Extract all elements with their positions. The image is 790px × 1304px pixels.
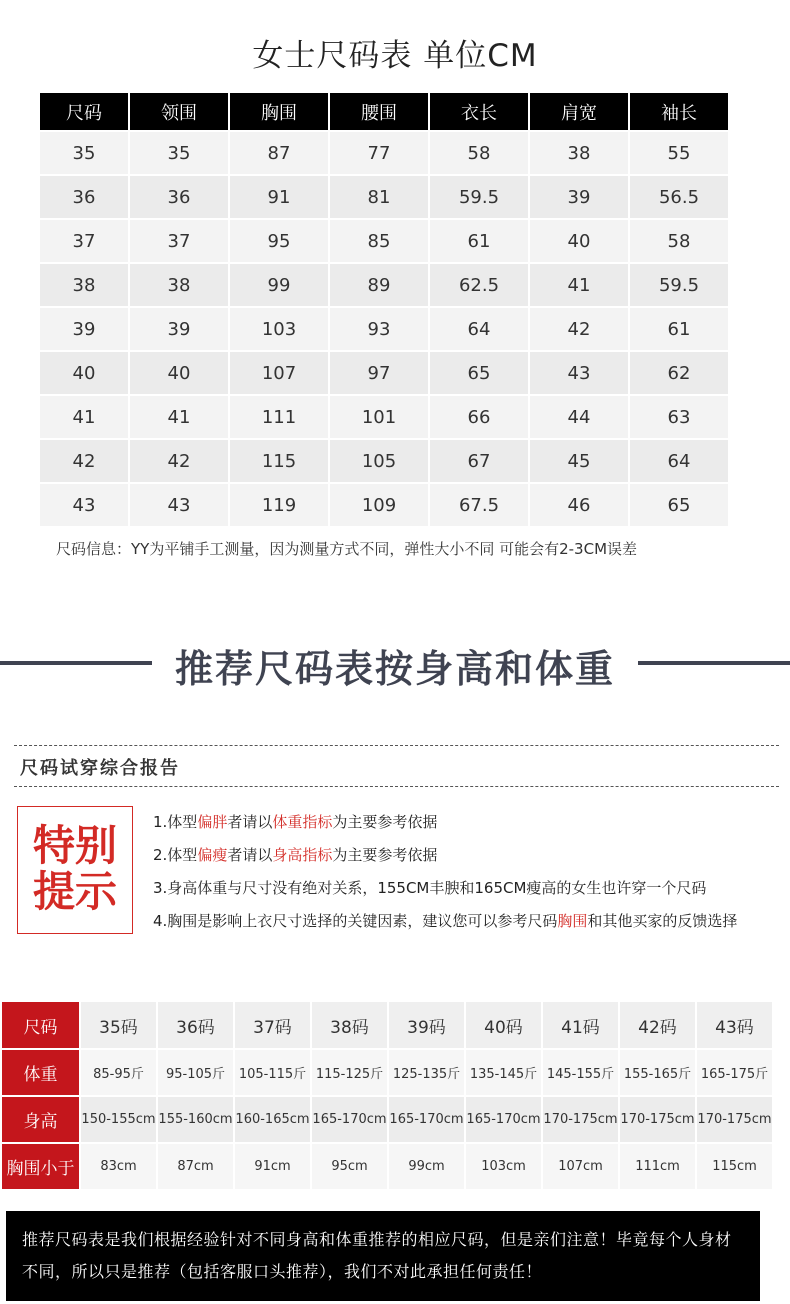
table-cell: 38	[40, 263, 129, 307]
report-divider-bottom	[14, 786, 779, 787]
table-cell: 67.5	[429, 483, 529, 526]
table-cell: 42	[40, 439, 129, 483]
recommend-cell: 160-165cm	[234, 1096, 311, 1143]
recommend-cell: 105-115斤	[234, 1049, 311, 1096]
recommend-cell: 170-175cm	[619, 1096, 696, 1143]
special-notice-box	[17, 806, 133, 934]
recommend-cell: 155-160cm	[157, 1096, 234, 1143]
disclaimer-box	[6, 1211, 760, 1301]
table-cell: 56.5	[629, 175, 728, 219]
table-cell: 40	[40, 351, 129, 395]
recommend-cell: 107cm	[542, 1143, 619, 1189]
table-cell: 62	[629, 351, 728, 395]
heading-line-left	[0, 661, 152, 665]
table-cell: 41	[40, 395, 129, 439]
table-cell: 61	[629, 307, 728, 351]
table-cell: 38	[129, 263, 229, 307]
recommend-row-label: 尺码	[2, 1001, 80, 1049]
table-cell: 93	[329, 307, 429, 351]
size-note: 尺码信息：YY为平铺手工测量，因为测量方式不同，弹性大小不同 可能会有2-3CM误差	[56, 540, 638, 558]
table-cell: 64	[629, 439, 728, 483]
table-cell: 40	[129, 351, 229, 395]
table-cell: 59.5	[629, 263, 728, 307]
table-cell: 58	[429, 131, 529, 175]
header-cell: 腰围	[329, 93, 429, 131]
recommend-cell: 99cm	[388, 1143, 465, 1189]
recommend-row-label: 身高	[2, 1096, 80, 1143]
table-cell: 36	[40, 175, 129, 219]
special-notice-line1: 特别	[32, 821, 117, 870]
recommend-cell: 95-105斤	[157, 1049, 234, 1096]
table-cell: 109	[329, 483, 429, 526]
size-table	[40, 93, 728, 526]
table-cell: 35	[40, 131, 129, 175]
table-cell: 111	[229, 395, 329, 439]
recommend-row-label: 胸围小于	[2, 1143, 80, 1189]
heading-line-right	[638, 661, 790, 665]
recommend-cell: 87cm	[157, 1143, 234, 1189]
header-cell: 胸围	[229, 93, 329, 131]
table-row	[40, 307, 728, 351]
recommend-cell: 170-175cm	[696, 1096, 772, 1143]
recommend-cell: 40码	[465, 1001, 542, 1049]
disclaimer-line2: 不同，所以只是推荐（包括客服口头推荐），我们不对此承担任何责任！	[22, 1262, 543, 1281]
table-cell: 97	[329, 351, 429, 395]
table-cell: 107	[229, 351, 329, 395]
recommend-row	[2, 1143, 772, 1189]
recommend-cell: 37码	[234, 1001, 311, 1049]
table-cell: 38	[529, 131, 629, 175]
table-cell: 39	[129, 307, 229, 351]
recommend-cell: 165-170cm	[311, 1096, 388, 1143]
table-cell: 81	[329, 175, 429, 219]
table-cell: 89	[329, 263, 429, 307]
table-cell: 55	[629, 131, 728, 175]
recommend-row	[2, 1001, 772, 1049]
table-cell: 119	[229, 483, 329, 526]
tip-item: 4.胸围是影响上衣尺寸选择的关键因素，建议您可以参考尺码胸围和其他买家的反馈选择	[153, 912, 738, 930]
table-cell: 85	[329, 219, 429, 263]
table-cell: 115	[229, 439, 329, 483]
recommend-cell: 165-170cm	[465, 1096, 542, 1143]
recommend-cell: 38码	[311, 1001, 388, 1049]
table-cell: 101	[329, 395, 429, 439]
table-cell: 37	[40, 219, 129, 263]
table-cell: 59.5	[429, 175, 529, 219]
tip-item: 1.体型偏胖者请以体重指标为主要参考依据	[153, 813, 438, 831]
recommend-cell: 165-175斤	[696, 1049, 772, 1096]
recommend-cell: 39码	[388, 1001, 465, 1049]
table-row	[40, 395, 728, 439]
table-row	[40, 483, 728, 526]
table-cell: 91	[229, 175, 329, 219]
table-cell: 39	[40, 307, 129, 351]
recommend-cell: 91cm	[234, 1143, 311, 1189]
header-cell: 袖长	[629, 93, 728, 131]
table-cell: 58	[629, 219, 728, 263]
tips-list	[153, 812, 737, 944]
recommend-cell: 170-175cm	[542, 1096, 619, 1143]
recommend-cell: 145-155斤	[542, 1049, 619, 1096]
tip-item: 2.体型偏瘦者请以身高指标为主要参考依据	[153, 846, 438, 864]
table-cell: 42	[129, 439, 229, 483]
recommend-cell: 150-155cm	[80, 1096, 157, 1143]
table-row	[40, 439, 728, 483]
table-cell: 40	[529, 219, 629, 263]
header-cell: 领围	[129, 93, 229, 131]
table-cell: 65	[629, 483, 728, 526]
recommend-heading: 推荐尺码表按身高和体重	[174, 647, 615, 691]
table-cell: 99	[229, 263, 329, 307]
table-cell: 45	[529, 439, 629, 483]
recommend-cell: 155-165斤	[619, 1049, 696, 1096]
table-cell: 67	[429, 439, 529, 483]
disclaimer-line1: 推荐尺码表是我们根据经验针对不同身高和体重推荐的相应尺码，但是亲们注意！毕竟每个人身材	[22, 1230, 732, 1249]
recommend-cell: 165-170cm	[388, 1096, 465, 1143]
table-cell: 37	[129, 219, 229, 263]
table-cell: 41	[529, 263, 629, 307]
table-cell: 65	[429, 351, 529, 395]
header-cell: 尺码	[40, 93, 129, 131]
recommend-cell: 111cm	[619, 1143, 696, 1189]
table-cell: 105	[329, 439, 429, 483]
table-cell: 35	[129, 131, 229, 175]
recommend-cell: 35码	[80, 1001, 157, 1049]
recommend-cell: 95cm	[311, 1143, 388, 1189]
table-cell: 42	[529, 307, 629, 351]
size-table-header	[40, 93, 728, 131]
table-row	[40, 351, 728, 395]
table-cell: 95	[229, 219, 329, 263]
table-cell: 64	[429, 307, 529, 351]
header-cell: 肩宽	[529, 93, 629, 131]
special-notice-line2: 提示	[32, 867, 117, 916]
recommend-cell: 43码	[696, 1001, 772, 1049]
table-cell: 41	[129, 395, 229, 439]
table-cell: 46	[529, 483, 629, 526]
recommend-table	[2, 1000, 772, 1189]
recommend-cell: 36码	[157, 1001, 234, 1049]
recommend-cell: 115-125斤	[311, 1049, 388, 1096]
recommend-cell: 115cm	[696, 1143, 772, 1189]
table-cell: 66	[429, 395, 529, 439]
recommend-cell: 83cm	[80, 1143, 157, 1189]
table-cell: 43	[40, 483, 129, 526]
report-title: 尺码试穿综合报告	[20, 758, 180, 779]
recommend-cell: 135-145斤	[465, 1049, 542, 1096]
recommend-cell: 85-95斤	[80, 1049, 157, 1096]
recommend-cell: 103cm	[465, 1143, 542, 1189]
table-cell: 43	[529, 351, 629, 395]
header-cell: 衣长	[429, 93, 529, 131]
recommend-cell: 41码	[542, 1001, 619, 1049]
table-cell: 103	[229, 307, 329, 351]
recommend-cell: 42码	[619, 1001, 696, 1049]
table-cell: 77	[329, 131, 429, 175]
tip-item: 3.身高体重与尺寸没有绝对关系，155CM丰腴和165CM瘦高的女生也许穿一个尺码	[153, 879, 707, 897]
table-cell: 43	[129, 483, 229, 526]
table-row	[40, 263, 728, 307]
recommend-cell: 125-135斤	[388, 1049, 465, 1096]
table-cell: 36	[129, 175, 229, 219]
table-cell: 61	[429, 219, 529, 263]
recommend-row	[2, 1096, 772, 1143]
table-cell: 39	[529, 175, 629, 219]
table-row	[40, 131, 728, 175]
table-row	[40, 219, 728, 263]
recommend-row	[2, 1049, 772, 1096]
table-cell: 44	[529, 395, 629, 439]
table-cell: 62.5	[429, 263, 529, 307]
table-cell: 87	[229, 131, 329, 175]
page-title: 女士尺码表 单位CM	[252, 38, 538, 74]
report-divider-top	[14, 745, 779, 746]
table-cell: 63	[629, 395, 728, 439]
table-row	[40, 175, 728, 219]
recommend-row-label: 体重	[2, 1049, 80, 1096]
